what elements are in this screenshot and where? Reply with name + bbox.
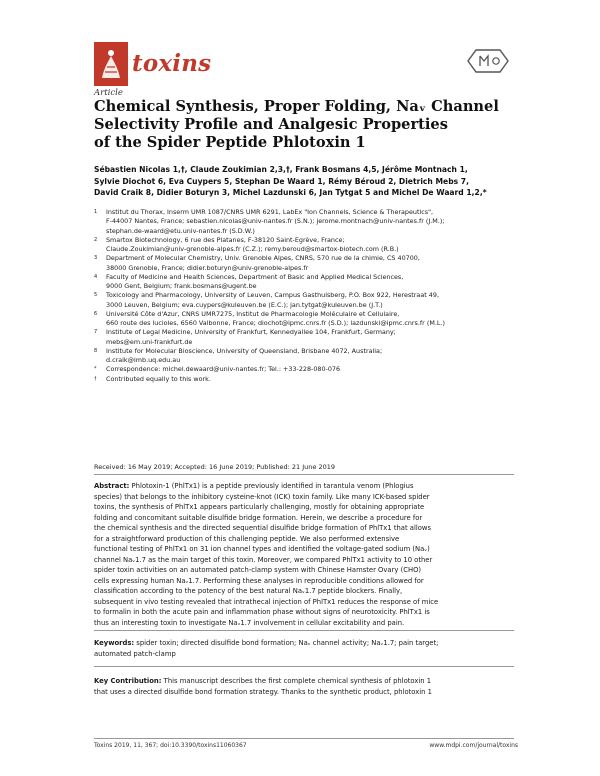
title-line: of the Spider Peptide Phlotoxin 1: [94, 134, 366, 152]
key-contribution: [94, 676, 514, 697]
key-contribution-line: that uses a directed disulfide bond formation strategy. Thanks to the synthetic product, phlotoxin 1: [94, 687, 432, 696]
journal-emblem-icon: [94, 42, 128, 86]
affiliation-line: Contributed equally to this work.: [106, 374, 211, 383]
affiliation-number: 4: [94, 273, 98, 280]
mdpi-logo-icon: [466, 48, 510, 74]
affiliation-line: 3000 Leuven, Belgium; eva.cuypers@kuleuven.be (E.C.); jan.tytgat@kuleuven.be (J.T.): [106, 300, 383, 309]
affiliation-item: [94, 347, 514, 366]
affiliation-line: 38000 Grenoble, France; didier.boturyn@univ-grenoble-alpes.fr: [106, 263, 309, 272]
divider: [94, 666, 514, 667]
affiliation-number: 8: [94, 347, 98, 354]
affiliation-item: [94, 208, 514, 236]
affiliation-item: [94, 291, 514, 310]
title-line: Chemical Synthesis, Proper Folding, Naᵥ Channel: [94, 98, 499, 115]
affiliation-line: Institut du Thorax, Inserm UMR 1087/CNRS UMR 6291, LabEx "Ion Channels, Science & Therapeutics",: [106, 208, 434, 216]
affiliation-line: Correspondence: michel.dewaard@univ-nantes.fr; Tel.: +33-228-080-076: [106, 365, 341, 374]
affiliation-item: [94, 236, 514, 255]
affiliation-item: [94, 254, 514, 273]
key-contribution-label: Key Contribution:: [94, 677, 162, 685]
affiliation-line: Department of Molecular Chemistry, Univ. Grenoble Alpes, CNRS, 570 rue de la chimie, CS 40700,: [106, 254, 420, 263]
abstract-line: classification according to the potency of the best natural Naᵥ1.7 peptide blockers. Finally,: [94, 587, 403, 595]
affiliation-line: Faculty of Medicine and Health Sciences, Department of Basic and Applied Medical Sciences,: [106, 272, 404, 281]
affiliation-line: Smartox Biotechnology, 6 rue des Platanes, F-38120 Saint-Egrève, France;: [106, 235, 345, 244]
abstract-line: thus an interesting toxin to investigate Naᵥ1.7 involvement in cellular excitability and pain.: [94, 618, 405, 627]
abstract: [94, 481, 514, 628]
abstract-line: toxins, the synthesis of PhlTx1 appears particularly challenging, mostly for obtaining appropriate: [94, 503, 425, 511]
abstract-first-line: Phlotoxin-1 (PhlTx1) is a peptide previously identified in tarantula venom (Phlogius: [131, 482, 414, 490]
affiliation-number: 3: [94, 255, 98, 262]
affiliation-number: 2: [94, 236, 98, 243]
affiliation-line: mebs@em.uni-frankfurt.de: [106, 337, 193, 346]
keywords-label: Keywords:: [94, 639, 135, 647]
abstract-line: species) that belongs to the inhibitory cysteine-knot (ICK) toxin family. Like many ICK-based spider: [94, 492, 430, 501]
divider: [94, 630, 514, 631]
affiliation-number: †: [94, 375, 97, 382]
affiliation-number: 6: [94, 310, 98, 317]
abstract-line: for a straightforward production of this challenging peptide. We also performed extensive: [94, 534, 400, 543]
footer-divider: [94, 738, 514, 739]
affiliation-number: *: [94, 366, 97, 373]
affiliation-item: [94, 310, 514, 329]
article-type: Article: [94, 88, 123, 98]
affiliation-line: 9000 Gent, Belgium; frank.bosmans@ugent.be: [106, 282, 257, 290]
affiliation-line: d.craik@imb.uq.edu.au: [106, 356, 181, 364]
affiliation-number: 5: [94, 292, 98, 299]
keywords-line: automated patch-clamp: [94, 649, 176, 658]
affiliation-line: Claude.Zoukimian@univ-grenoble-alpes.fr (C.Z.); remy.beroud@smartox-biotech.com (R.B.): [106, 245, 399, 253]
journal-logo: [94, 42, 212, 86]
abstract-line: to formalin in both the acute pain and inflammation phase without signs of neurotoxicity. PhlTx1 is: [94, 608, 430, 616]
journal-url-link[interactable]: www.mdpi.com/journal/toxins: [429, 742, 518, 749]
affiliation-number: 1: [94, 209, 98, 215]
abstract-line: folding and concomitant suitable disulfide bridge formation. Herein, we describe a procedure for: [94, 513, 423, 522]
abstract-line: channel Naᵥ1.7 as the main target of this toxin. Moreover, we compared PhlTx1 activity to 10 other: [94, 555, 433, 564]
affiliation-line: Institute for Molecular Bioscience, University of Queensland, Brisbane 4072, Australia;: [106, 346, 383, 355]
title-line: Selectivity Profile and Analgesic Properties: [94, 116, 448, 134]
equal-contribution-note: [94, 375, 514, 384]
affiliation-item: [94, 328, 514, 347]
divider: [94, 474, 514, 475]
citation: Toxins 2019, 11, 367; doi:10.3390/toxins11060367: [94, 742, 247, 749]
author-line: David Craik 8, Didier Boturyn 3, Michel Lazdunski 6, Jan Tytgat 5 and Michel De Waard 1,2,*: [94, 188, 487, 198]
key-contribution-first-line: This manuscript describes the first complete chemical synthesis of phlotoxin 1: [163, 677, 432, 685]
abstract-line: spider toxin activities on an automated patch-clamp system with Chinese Hamster Ovary (CHO): [94, 566, 422, 574]
affiliation-item: [94, 273, 514, 292]
affiliation-line: Toxicology and Pharmacology, University of Leuven, Campus Gasthuisberg, P.O. Box 922, Herestraat 49,: [106, 291, 439, 300]
journal-name: toxins: [132, 50, 212, 77]
abstract-line: cells expressing human Naᵥ1.7. Performing these analyses in reproducible conditions allowed for: [94, 576, 424, 585]
abstract-line: [94, 481, 514, 492]
keywords-first-line: spider toxin; directed disulfide bond formation; Naᵥ channel activity; Naᵥ1.7; pain target;: [136, 639, 439, 647]
abstract-line: subsequent in vivo testing revealed that intrathecal injection of PhlTx1 reduces the response of mice: [94, 597, 439, 606]
article-title: [94, 98, 524, 153]
correspondence-item: [94, 365, 514, 374]
author-line: Sylvie Diochot 6, Eva Cuypers 5, Stephan De Waard 1, Rémy Béroud 2, Dietrich Mebs 7,: [94, 176, 469, 186]
affiliation-line: 660 route des lucioles, 6560 Valbonne, France; diochot@ipmc.cnrs.fr (S.D.); lazdunski@ipmc.cnrs.fr (M.L.): [106, 319, 445, 327]
abstract-label: Abstract:: [94, 482, 130, 490]
key-contribution-line: [94, 676, 514, 687]
affiliation-line: F-44007 Nantes, France; sebastien.nicolas@univ-nantes.fr (S.N.); jerome.montnach@univ-nantes.fr (J.M.);: [106, 217, 445, 226]
publication-dates: Received: 16 May 2019; Accepted: 16 June 2019; Published: 21 June 2019: [94, 463, 336, 471]
abstract-line: the chemical synthesis and the directed sequential disulfide bridge formation of PhlTx1 that allows: [94, 524, 431, 532]
affiliation-line: Université Côte d'Azur, CNRS UMR7275, Institut de Pharmacologie Moléculaire et Cellulaire,: [106, 309, 400, 318]
abstract-line: functional testing of PhlTx1 on 31 ion channel types and identified the voltage-gated sodium (Naᵥ): [94, 545, 430, 553]
affiliation-line: stephan.de-waard@etu.univ-nantes.fr (S.D.W.): [106, 226, 255, 235]
affiliations: [94, 208, 514, 384]
author-list: [94, 164, 524, 199]
affiliation-line: Institute of Legal Medicine, University of Frankfurt, Kennedyallee 104, Frankfurt, Germany;: [106, 328, 396, 337]
keywords-line: [94, 638, 514, 649]
keywords: [94, 638, 514, 659]
author-line: Sébastien Nicolas 1,†, Claude Zoukimian 2,3,†, Frank Bosmans 4,5, Jérôme Montnach 1,: [94, 165, 468, 174]
affiliation-number: 7: [94, 329, 98, 336]
